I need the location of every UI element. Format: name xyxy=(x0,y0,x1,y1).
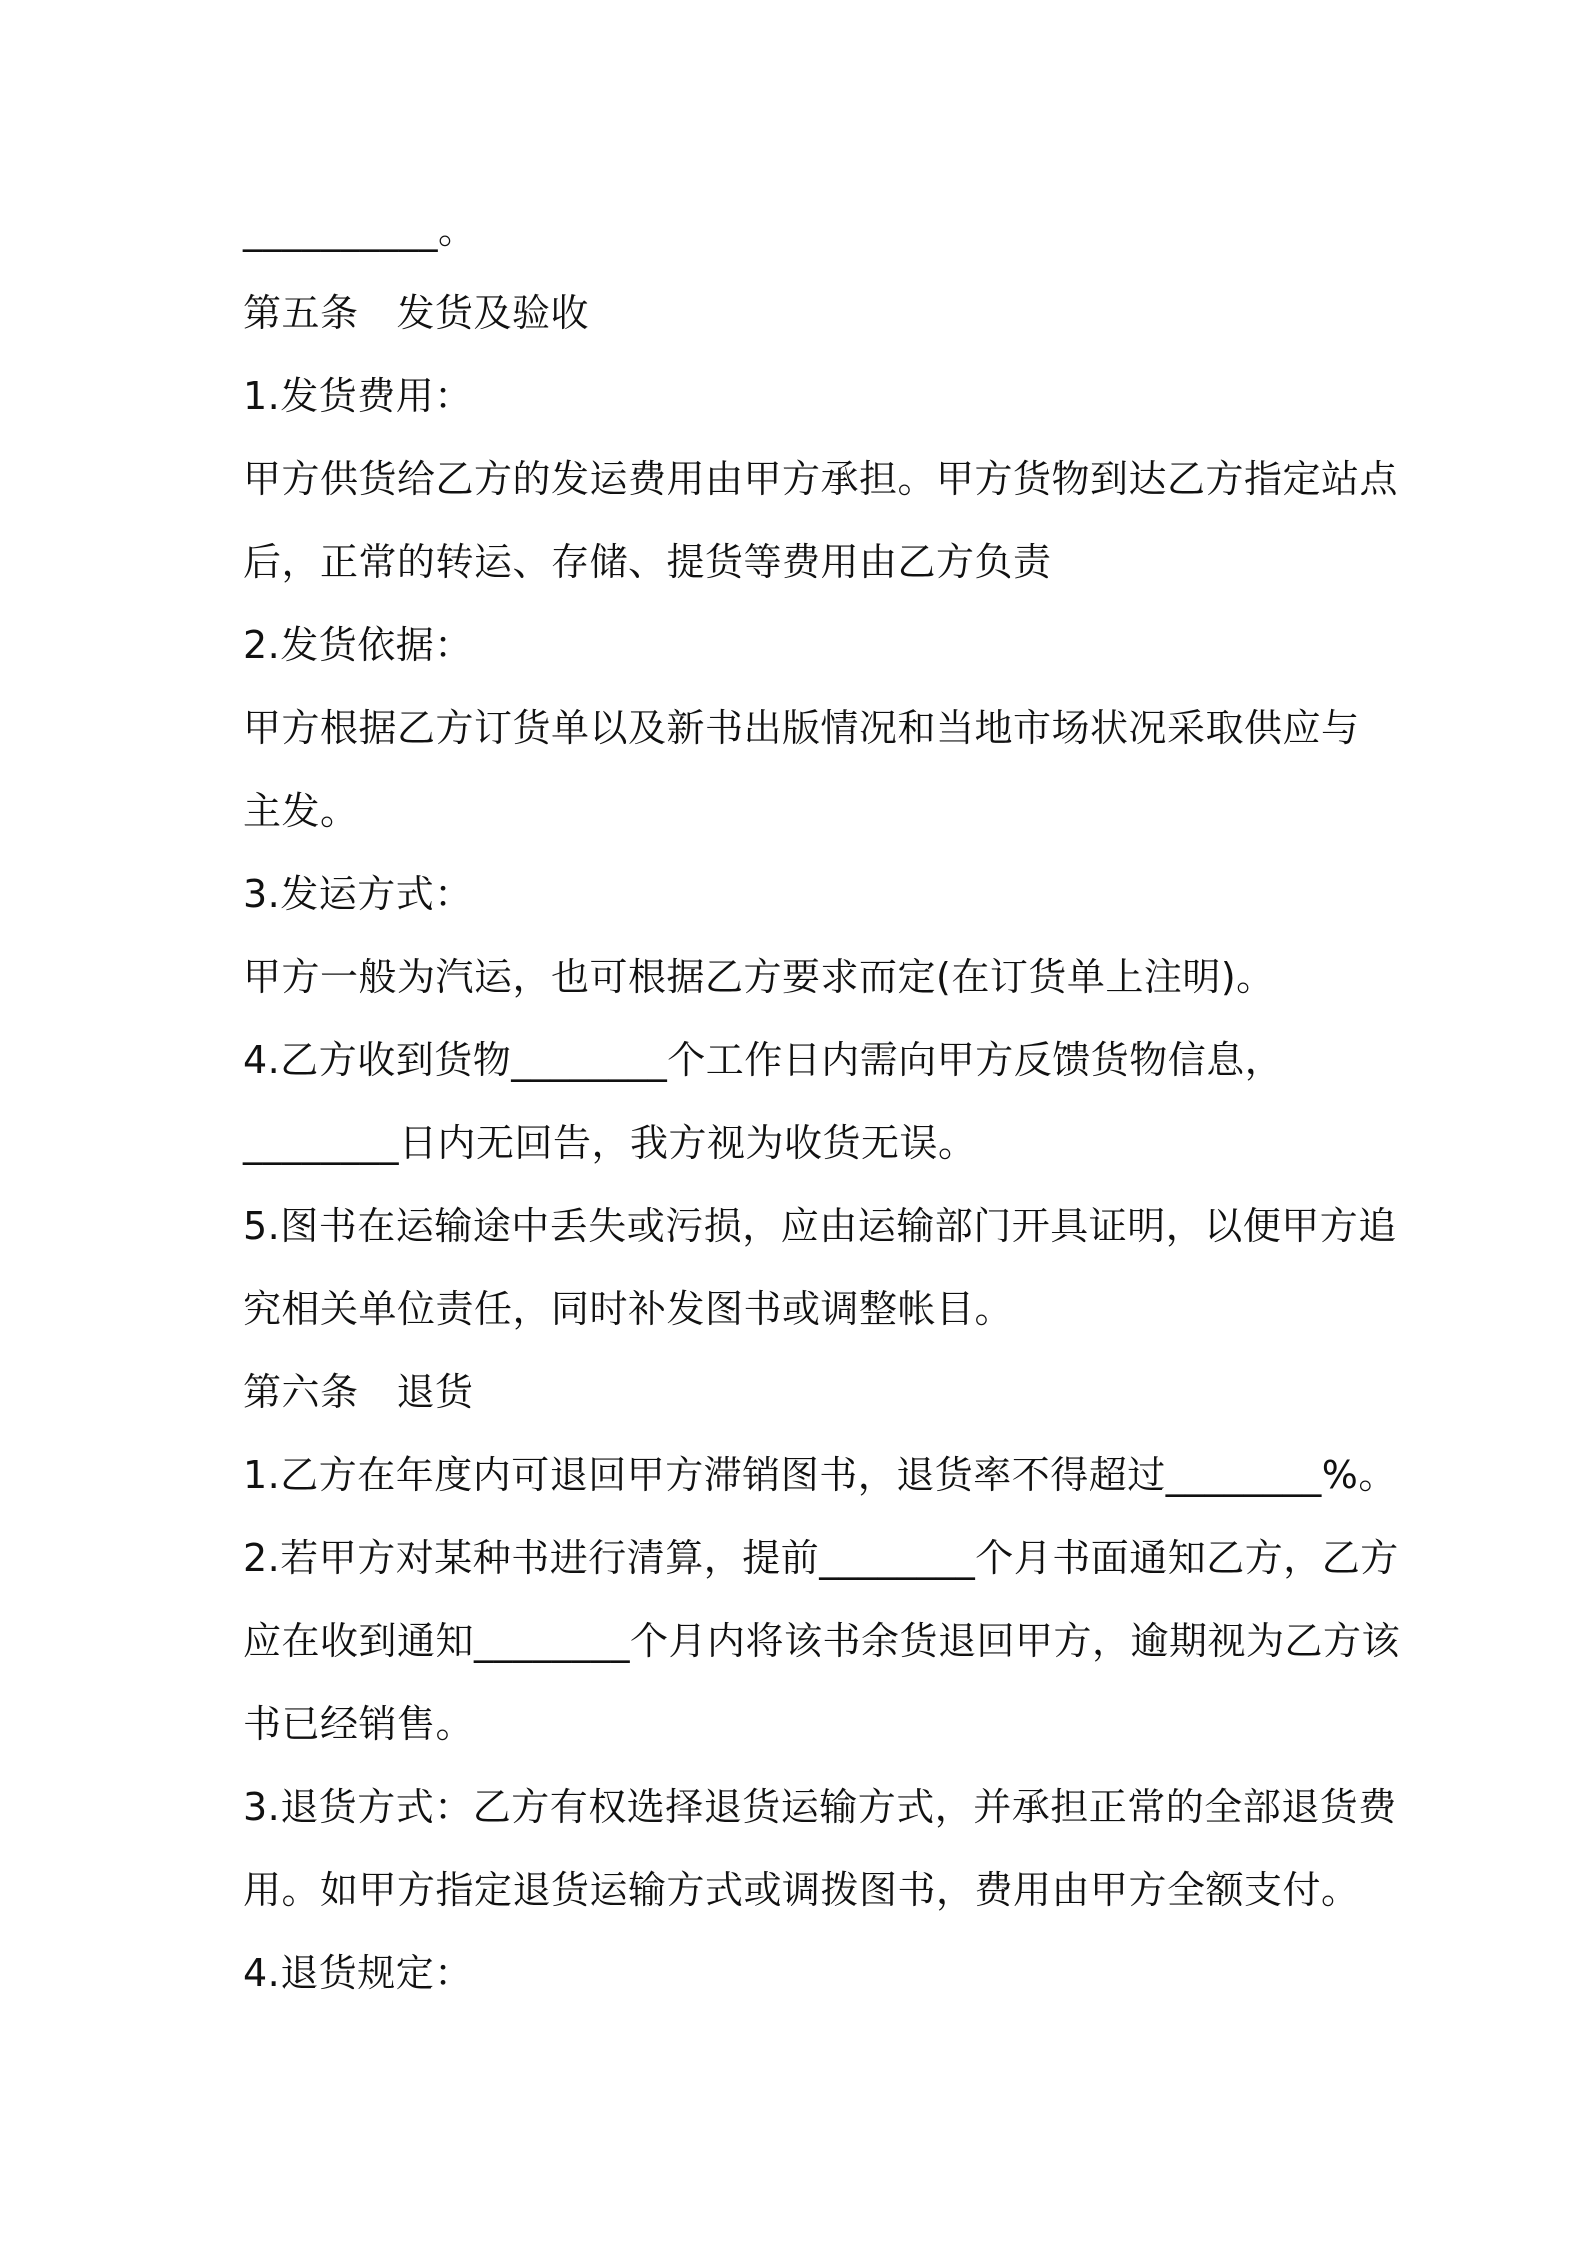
paragraph-line: 应在收到通知________个月内将该书余货退回甲方，逾期视为乙方该 xyxy=(243,1619,1401,1663)
item-shipping-method: 3.发运方式： xyxy=(243,872,473,916)
paragraph-line: ________日内无回告，我方视为收货无误。 xyxy=(243,1121,977,1165)
paragraph-line: 主发。 xyxy=(243,789,359,833)
paragraph-line: 甲方供货给乙方的发运费用由甲方承担。甲方货物到达乙方指定站点 xyxy=(243,457,1399,501)
article-5-heading xyxy=(243,288,1363,338)
article-6-title: 退货 xyxy=(396,1370,474,1414)
item-return-method: 3.退货方式：乙方有权选择退货运输方式，并承担正常的全部退货费 xyxy=(243,1785,1397,1829)
item-transport-loss: 5.图书在运输途中丢失或污损，应由运输部门开具证明，以便甲方追 xyxy=(243,1204,1397,1248)
article-6-heading xyxy=(243,1367,1363,1417)
paragraph-line: 甲方根据乙方订货单以及新书出版情况和当地市场状况采取供应与 xyxy=(243,706,1360,750)
paragraph-line: 书已经销售。 xyxy=(243,1702,475,1746)
article-5-number: 第五条 xyxy=(243,291,359,335)
item-shipping-basis: 2.发货依据： xyxy=(243,623,473,667)
paragraph-line: 用。如甲方指定退货运输方式或调拨图书，费用由甲方全额支付。 xyxy=(243,1868,1360,1912)
item-receipt-feedback: 4.乙方收到货物________个工作日内需向甲方反馈货物信息， xyxy=(243,1038,1284,1082)
item-return-rules: 4.退货规定： xyxy=(243,1951,473,1995)
item-clearance-notice: 2.若甲方对某种书进行清算，提前________个月书面通知乙方，乙方 xyxy=(243,1536,1399,1580)
paragraph-line: 甲方一般为汽运，也可根据乙方要求而定(在订货单上注明)。 xyxy=(243,955,1275,999)
article-6-number: 第六条 xyxy=(243,1370,359,1414)
paragraph-line: 后，正常的转运、存储、提货等费用由乙方负责 xyxy=(243,540,1052,584)
blank-line-end: __________。 xyxy=(243,208,477,252)
item-shipping-cost: 1.发货费用： xyxy=(243,374,473,418)
item-return-rate: 1.乙方在年度内可退回甲方滞销图书，退货率不得超过________%。 xyxy=(243,1453,1397,1497)
article-5-title: 发货及验收 xyxy=(396,291,590,335)
paragraph-line: 究相关单位责任，同时补发图书或调整帐目。 xyxy=(243,1287,1014,1331)
